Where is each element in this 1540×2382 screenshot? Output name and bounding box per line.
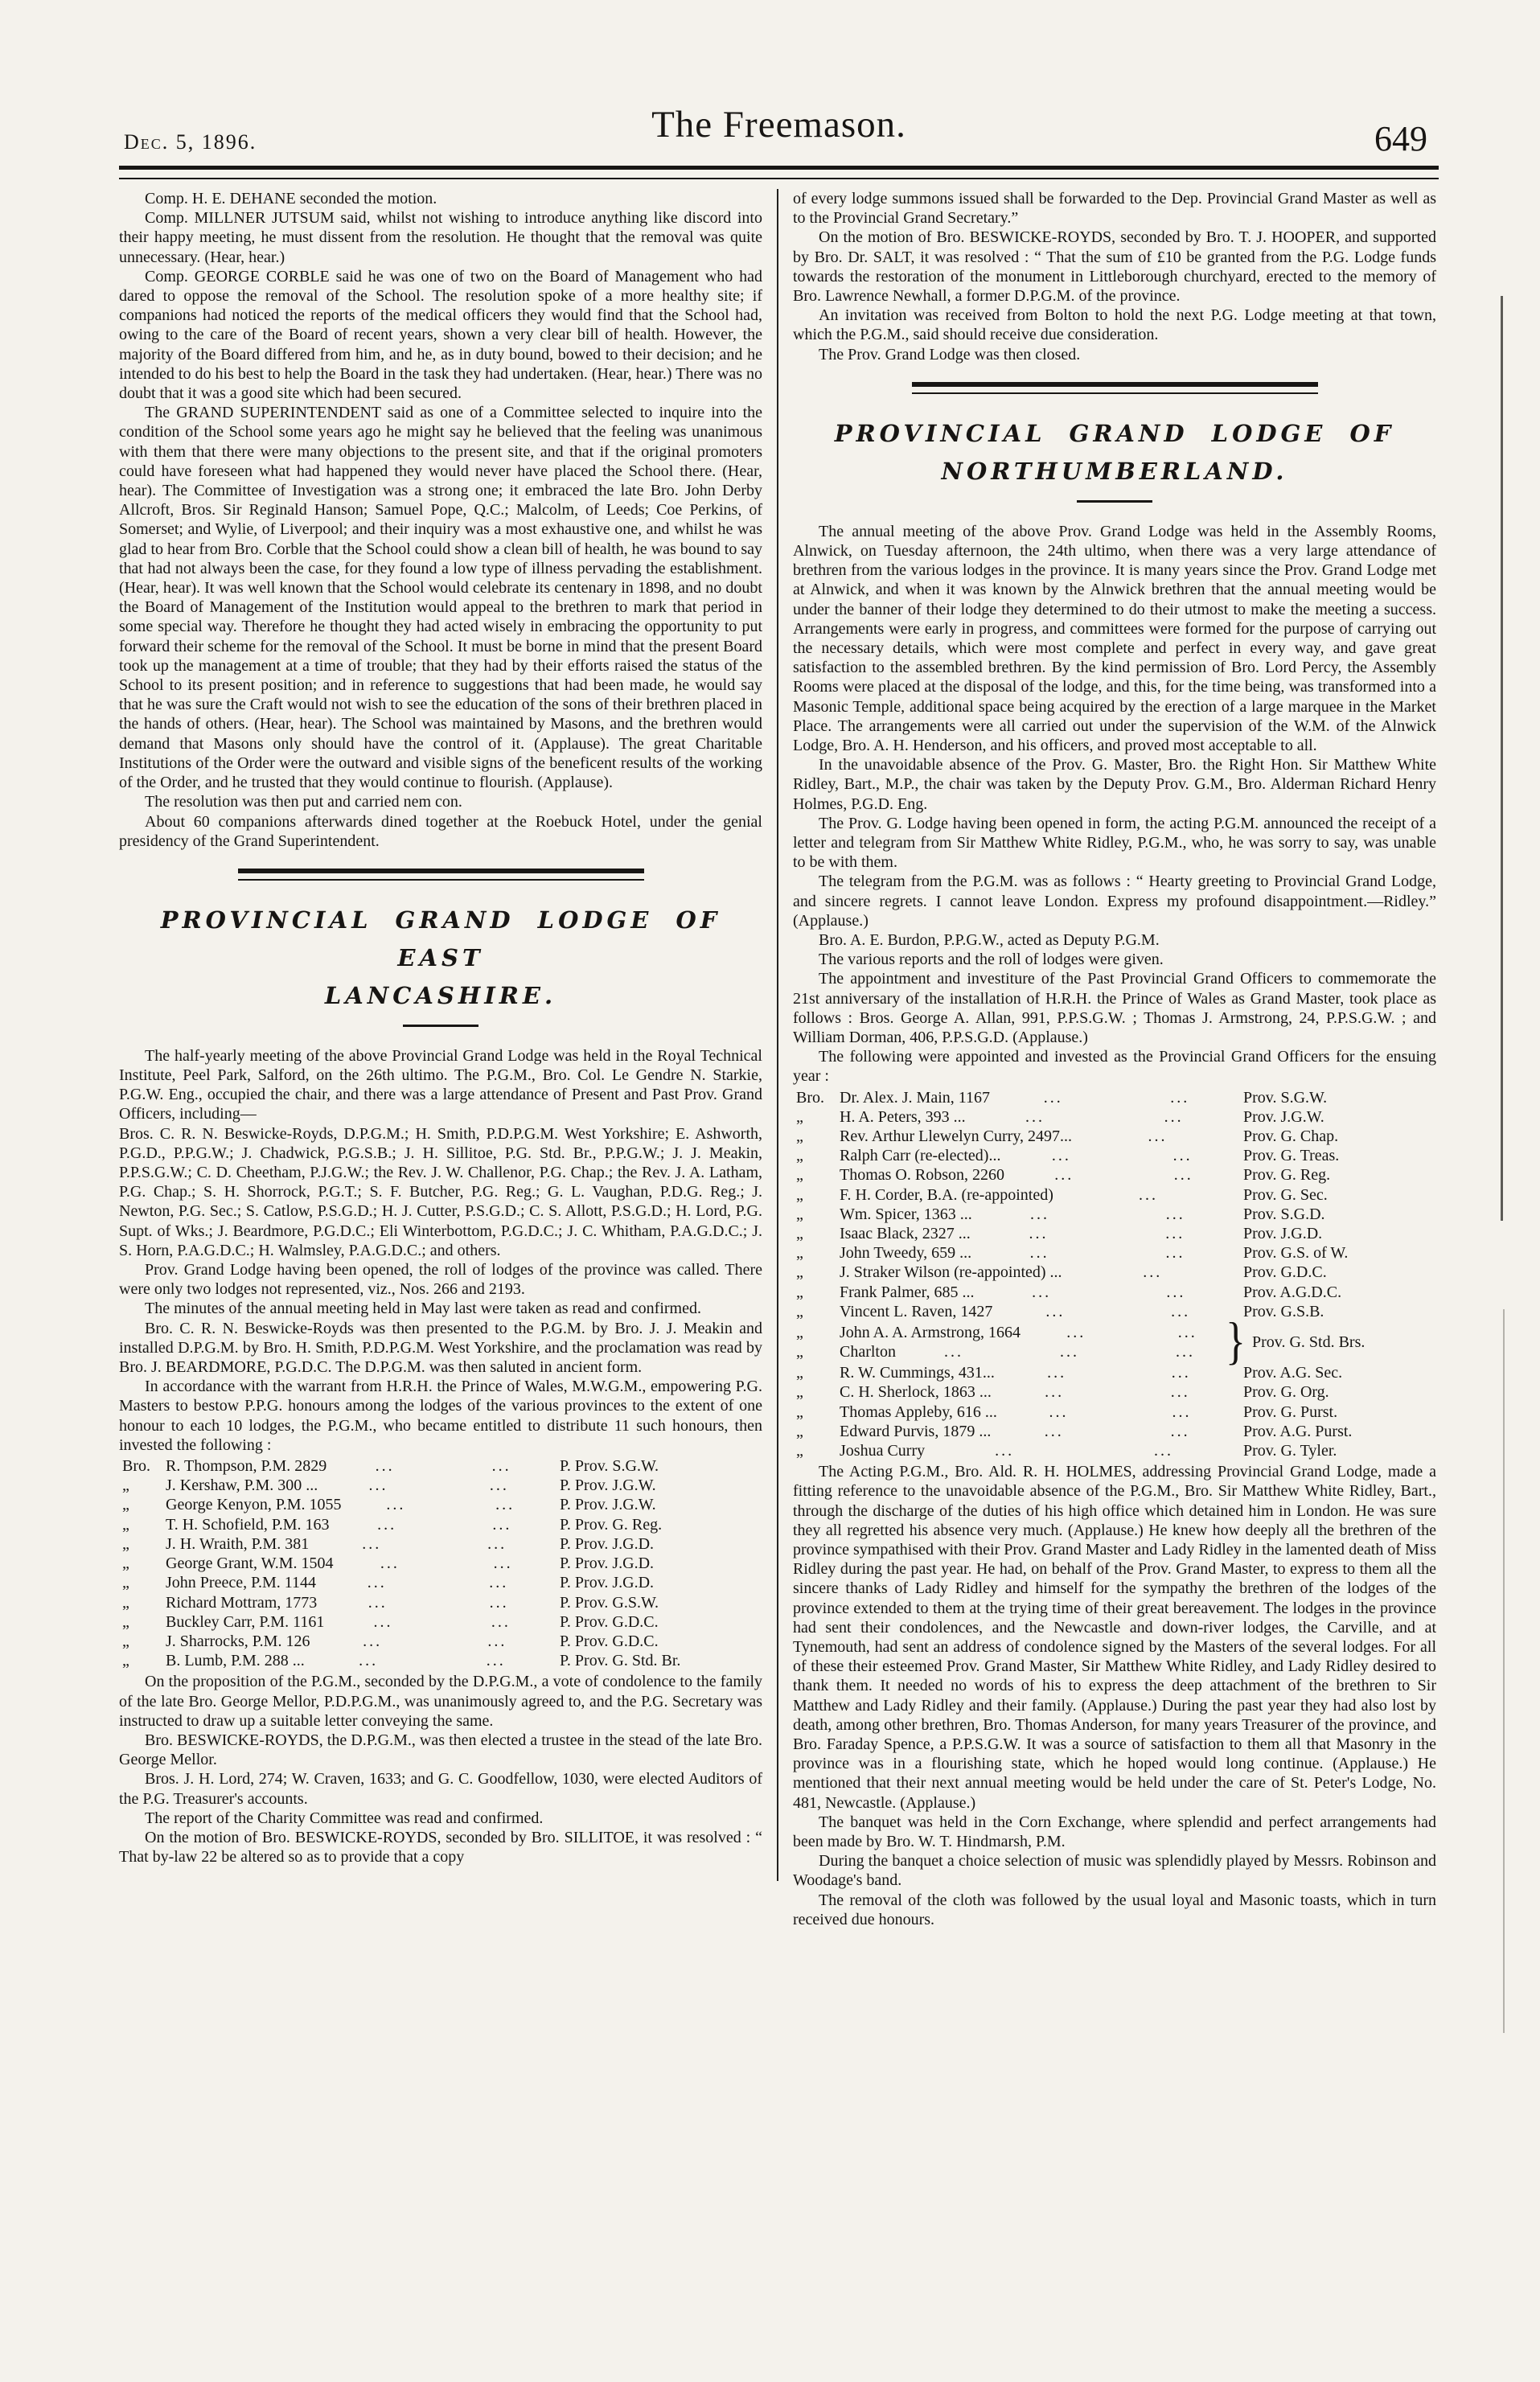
- officer-prefix: „: [796, 1127, 803, 1146]
- article-heading-northumberland: [793, 415, 1436, 491]
- officer-prefix: „: [122, 1652, 129, 1670]
- officer-row: [793, 1342, 1243, 1361]
- dot-leader: ...: [1172, 1403, 1192, 1421]
- officer-row: [119, 1593, 762, 1612]
- officer-office: Prov. A.G.D.C.: [1243, 1283, 1342, 1301]
- paragraph: The removal of the cloth was followed by the usual loyal and Masonic toasts, which in turn received due honours.: [793, 1891, 1436, 1928]
- dot-leader: ...: [359, 1652, 379, 1670]
- officer-name: Charlton: [840, 1343, 896, 1361]
- officer-row: [793, 1363, 1436, 1382]
- dot-leader: ...: [367, 1574, 387, 1592]
- officer-row: [119, 1456, 762, 1476]
- paragraph: The following were appointed and invested as the Provincial Grand Officers for the ensuing year :: [793, 1048, 1436, 1086]
- officer-name: Thomas Appleby, 616 ...: [840, 1403, 997, 1421]
- officer-row: [793, 1283, 1436, 1302]
- dot-leader: ...: [1030, 1205, 1050, 1223]
- paragraph: In the unavoidable absence of the Prov. G. Master, Bro. the Right Hon. Sir Matthew White Ridley, Bart., M.P., the chair was taken by the Deputy Prov. G.M., Bro. Alderman Richard Henry Holmes, P.G.D. Eng.: [793, 756, 1436, 813]
- officer-name: Wm. Spicer, 1363 ...: [840, 1205, 972, 1223]
- officer-row: [793, 1127, 1436, 1146]
- dot-leader: ...: [1029, 1225, 1049, 1243]
- masthead-rule: [119, 166, 1439, 179]
- officer-row: [793, 1243, 1436, 1263]
- officer-row: [793, 1185, 1436, 1205]
- officer-row: [793, 1107, 1436, 1127]
- officer-prefix: „: [796, 1225, 803, 1243]
- officer-row: [119, 1632, 762, 1651]
- officer-name: Joshua Curry: [840, 1441, 926, 1460]
- paragraph: Prov. Grand Lodge having been opened, the roll of lodges of the province was called. There were only two lodges not represented, viz., Nos. 266 and 2193.: [119, 1261, 762, 1299]
- brace-names: [793, 1323, 1243, 1361]
- officer-prefix: „: [796, 1205, 803, 1223]
- officer-office: Prov. A.G. Sec.: [1243, 1364, 1343, 1382]
- article-heading-east-lancashire: [119, 901, 762, 1015]
- dot-leader: ...: [491, 1612, 511, 1631]
- paragraph: Bro. A. E. Burdon, P.P.G.W., acted as Deputy P.G.M.: [819, 931, 1160, 950]
- dot-leader: ...: [1143, 1263, 1163, 1282]
- dot-leader: ...: [1045, 1302, 1066, 1320]
- paragraph: of every lodge summons issued shall be forwarded to the Dep. Provincial Grand Master as well as to the Provincial Grand Secretary.”: [793, 190, 1436, 228]
- paragraph: The telegram from the P.G.M. was as follows : “ Hearty greeting to Provincial Grand Lodge, and sincere regrets. I cannot leave London. Express my profound disappointment.—Ridley.” (Applause.): [793, 873, 1436, 930]
- dot-leader: ...: [1044, 1422, 1064, 1440]
- heading-rule: [403, 1025, 478, 1027]
- officer-row: [793, 1302, 1436, 1321]
- page-number: 649: [1374, 119, 1427, 158]
- dot-leader: ...: [487, 1632, 507, 1650]
- issue-date: Dec. 5, 1896.: [124, 130, 257, 154]
- paragraph: An invitation was received from Bolton to hold the next P.G. Lodge meeting at that town, which the P.G.M., said should receive due consideration.: [793, 306, 1436, 344]
- dot-leader: ...: [1171, 1364, 1191, 1382]
- paragraph: The appointment and investiture of the Past Provincial Grand Officers to commemorate the 21st anniversary of the installation of H.R.H. the Prince of Wales as Grand Master, took place as follows : Bros. George A. Allan, 991, P.P.S.G.W. ; Thomas J. Armstrong, 24, P.P.S.G.W. ; and William Dorman, 406, P.P.S.G.D. (Applause.): [793, 970, 1436, 1047]
- dot-leader: ...: [486, 1652, 506, 1670]
- officer-name: Richard Mottram, 1773: [166, 1593, 318, 1612]
- officer-prefix: „: [796, 1441, 803, 1460]
- officer-name: J. Sharrocks, P.M. 126: [166, 1632, 310, 1650]
- officer-row: [119, 1573, 762, 1592]
- heading-line: PROVINCIAL GRAND LODGE OF: [834, 419, 1395, 447]
- dot-leader: ...: [377, 1515, 397, 1534]
- officer-prefix: „: [796, 1263, 803, 1282]
- paragraph: On the motion of Bro. BESWICKE-ROYDS, seconded by Bro. SILLITOE, it was resolved : “ That by-law 22 be altered so as to provide that a copy: [119, 1828, 762, 1867]
- officer-office: P. Prov. G.D.C.: [560, 1632, 659, 1650]
- dot-leader: ...: [489, 1476, 509, 1495]
- dot-leader: ...: [493, 1554, 513, 1573]
- dot-leader: ...: [362, 1534, 382, 1553]
- officer-office: P. Prov. S.G.W.: [560, 1457, 659, 1476]
- paragraph: The half-yearly meeting of the above Provincial Grand Lodge was held in the Royal Technical Institute, Peel Park, Salford, on the 26th ultimo. The P.G.M., Bro. Col. Le Gendre N. Starkie, P.G.W. Eng., occupied the chair, and there was a large attendance of Present and Past Prov. Grand Officers, including—: [119, 1046, 762, 1123]
- dot-leader: ...: [1173, 1166, 1193, 1185]
- heading-line: PROVINCIAL GRAND LODGE OF EAST: [160, 906, 721, 971]
- dot-leader: ...: [491, 1457, 511, 1476]
- officer-name: John A. A. Armstrong, 1664: [840, 1323, 1021, 1341]
- paragraph: The Prov. G. Lodge having been opened in form, the acting P.G.M. announced the receipt of a letter and telegram from Sir Matthew White Ridley, P.G.M., who, he was sorry to say, was unable to be with them.: [793, 814, 1436, 872]
- officer-office: Prov. G.S. of W.: [1243, 1244, 1349, 1263]
- dot-leader: ...: [1054, 1166, 1074, 1185]
- officer-name: Isaac Black, 2327 ...: [840, 1225, 971, 1243]
- dot-leader: ...: [380, 1554, 400, 1573]
- officer-row: [793, 1263, 1436, 1282]
- masthead: [119, 103, 1439, 159]
- officer-row: [793, 1403, 1436, 1422]
- dot-leader: ...: [1025, 1107, 1045, 1126]
- paragraph: Bro. BESWICKE-ROYDS, the D.P.G.M., was then elected a trustee in the stead of the late Bro. George Mellor.: [119, 1731, 762, 1769]
- officer-brace-group: [793, 1312, 1436, 1371]
- officer-row: [793, 1146, 1436, 1165]
- officer-office: Prov. G. Org.: [1243, 1383, 1329, 1402]
- paragraph: The minutes of the annual meeting held in May last were taken as read and confirmed.: [145, 1300, 701, 1318]
- officer-row: [119, 1515, 762, 1534]
- officer-prefix: „: [796, 1185, 803, 1204]
- officer-prefix: „: [122, 1476, 129, 1495]
- dot-leader: ...: [1172, 1147, 1193, 1165]
- paragraph: Bros. J. H. Lord, 274; W. Craven, 1633; and G. C. Goodfellow, 1030, were elected Auditors of the P.G. Treasurer's accounts.: [119, 1770, 762, 1808]
- section-separator-rule: [912, 382, 1318, 394]
- dot-leader: ...: [995, 1441, 1015, 1460]
- officer-name: John Tweedy, 659 ...: [840, 1244, 972, 1263]
- paragraph: Comp. GEORGE CORBLE said he was one of two on the Board of Management who had dared to oppose the removal of the School. The resolution spoke of a more healthy site; if companions had noticed the reports of the medical officers they would find that the School had, owing to the care of the Board of recent years, shown a very clear bill of health. However, the majority of the Board differed from him, and he, as in duty bound, bowed to their decision; and he intended to do his best to help the Board in the task they had undertaken. (Hear, hear.) There was no doubt that it was a good site which had been secured.: [119, 267, 762, 403]
- scan-edge-artifact: [1503, 1309, 1505, 2033]
- officer-name: Buckley Carr, P.M. 1161: [166, 1612, 325, 1631]
- section-separator-rule: [238, 869, 644, 881]
- dot-leader: ...: [368, 1593, 388, 1612]
- officer-office: P. Prov. J.G.D.: [560, 1574, 655, 1592]
- dot-leader: ...: [1177, 1323, 1197, 1341]
- column-divider-rule: [777, 189, 778, 1881]
- officer-prefix: „: [122, 1515, 129, 1534]
- dot-leader: ...: [1049, 1403, 1069, 1421]
- officer-office: P. Prov. J.G.D.: [560, 1554, 655, 1573]
- dot-leader: ...: [495, 1496, 515, 1514]
- officer-row: [119, 1495, 762, 1514]
- paragraph: In accordance with the warrant from H.R.H. the Prince of Wales, M.W.G.M., empowering P.G. Masters to bestow P.P.G. honours among the lodges of the various provinces to the extent of one honour to each 10 lodges, the P.G.M., who became entitled to distribute 11 such honours, then invested the following :: [119, 1378, 762, 1454]
- officer-name: Rev. Arthur Llewelyn Curry, 2497...: [840, 1127, 1073, 1146]
- officer-row: [119, 1612, 762, 1632]
- officer-office: Prov. G. Std. Brs.: [1251, 1333, 1365, 1351]
- officer-prefix: „: [796, 1383, 803, 1402]
- officer-name: J. Straker Wilson (re-appointed) ...: [840, 1263, 1062, 1282]
- dot-leader: ...: [1164, 1107, 1184, 1126]
- officer-prefix: „: [122, 1612, 129, 1631]
- dot-leader: ...: [1032, 1283, 1052, 1301]
- paragraph: The banquet was held in the Corn Exchange, where splendid and perfect arrangements had been made by Bro. W. T. Hindmarsh, P.M.: [793, 1813, 1436, 1850]
- officer-row: [793, 1088, 1436, 1107]
- officer-prefix: „: [122, 1593, 129, 1612]
- dot-leader: ...: [1138, 1185, 1158, 1204]
- officer-name: R. Thompson, P.M. 2829: [166, 1457, 327, 1476]
- officer-office: Prov. G. Tyler.: [1243, 1441, 1337, 1460]
- officer-prefix: „: [122, 1554, 129, 1573]
- officer-name: F. H. Corder, B.A. (re-appointed): [840, 1185, 1053, 1204]
- column-layout: [119, 189, 1439, 1929]
- officer-name: John Preece, P.M. 1144: [166, 1574, 317, 1592]
- officer-office: Prov. A.G. Purst.: [1243, 1422, 1353, 1440]
- officer-row: [793, 1422, 1436, 1441]
- officer-name: Thomas O. Robson, 2260: [840, 1166, 1004, 1185]
- paragraph: Comp. MILLNER JUTSUM said, whilst not wishing to introduce anything like discord into their happy meeting, he must dissent from the resolution. He thought that the removal was quite unnecessary. (Hear, hear.): [119, 209, 762, 266]
- officer-office: Prov. G. Reg.: [1243, 1166, 1331, 1185]
- dot-leader: ...: [1165, 1205, 1185, 1223]
- officer-prefix: „: [122, 1574, 129, 1592]
- dot-leader: ...: [1047, 1364, 1067, 1382]
- officer-office: Prov. G. Purst.: [1243, 1403, 1338, 1421]
- dot-leader: ...: [1170, 1088, 1190, 1107]
- officer-row: [793, 1165, 1436, 1185]
- dot-leader: ...: [368, 1476, 388, 1495]
- officer-name: Frank Palmer, 685 ...: [840, 1283, 975, 1301]
- officer-office: Prov. S.G.W.: [1243, 1088, 1328, 1107]
- officer-name: C. H. Sherlock, 1863 ...: [840, 1383, 992, 1402]
- officer-prefix: „: [796, 1364, 803, 1382]
- officer-prefix: „: [796, 1147, 803, 1165]
- officer-name: Dr. Alex. J. Main, 1167: [840, 1088, 991, 1107]
- officer-office: Prov. J.G.D.: [1243, 1225, 1323, 1243]
- officer-row: [793, 1323, 1243, 1342]
- officer-office: P. Prov. J.G.W.: [560, 1496, 656, 1514]
- dot-leader: ...: [1045, 1383, 1065, 1402]
- officer-list-northumberland: [793, 1088, 1436, 1460]
- paragraph: During the banquet a choice selection of music was splendidly played by Messrs. Robinson and Woodage's band.: [793, 1852, 1436, 1890]
- brace-glyph: }: [1226, 1312, 1246, 1371]
- officer-name: Vincent L. Raven, 1427: [840, 1302, 993, 1320]
- officer-office: Prov. G. Chap.: [1243, 1127, 1339, 1146]
- dot-leader: ...: [1176, 1343, 1195, 1361]
- officer-list-east-lancashire: [119, 1456, 762, 1670]
- officer-row: [793, 1205, 1436, 1224]
- paragraph: About 60 companions afterwards dined together at the Roebuck Hotel, under the genial presidency of the Grand Superintendent.: [119, 812, 762, 850]
- officer-office: P. Prov. G.D.C.: [560, 1612, 659, 1631]
- paragraph: The annual meeting of the above Prov. Grand Lodge was held in the Assembly Rooms, Alnwick, on Tuesday afternoon, the 24th ultimo, when there was a very large attendance of brethren from the various lodges in the province. It is many years since the Prov. Grand Lodge met at Alnwick, and when it was known by the Alnwick brethren that the annual meeting would be under the banner of their lodge they determined to do their utmost to make the meeting a success. Arrangements were early in progress, and committees were formed for the purpose of carrying out the necessary details, which were most complete and perfect in every way, and gave great satisfaction to the assembled brethren. By the kind permission of Bro. Lord Percy, the Assembly Rooms were placed at the disposal of the lodge, and this, for the time being, was transformed into a Masonic Temple, additional space being acquired by the erection of a large marquee in the Market Place. The arrangements were all carried out under the supervision of the W.M. of the Alnwick Lodge, Bro. A. H. Henderson, and his officers, and proved most acceptable to all.: [793, 522, 1436, 754]
- paragraph: The Acting P.G.M., Bro. Ald. R. H. HOLMES, addressing Provincial Grand Lodge, made a fitting reference to the unavoidable absence of the P.G.M., Bro. Sir Matthew White Ridley, Bart., through the discharge of the duties of his high office which detained him in London. He was sure they all regretted his absence very much. (Applause.) He knew how deeply all the brethren of the province sympathised with their Prov. Grand Master and Lady Ridley in the lamented death of Miss Ridley during the past year. He had, on behalf of the Prov. Grand Master, to express to them all the sincere thanks of Lady Ridley and himself for the sympathy the brethren of the lodges of the province extended to them at the trying time of their great bereavement. The lodges in the province had sent their condolences, and the Newcastle and down-river lodges, the Carville, and at Tynemouth, had sent an address of condolence signed by the Masters of the several lodges. For all of these their esteemed Prov. Grand Master, Sir Matthew White Ridley, and Lady Ridley desired to thank them. It needed no words of his to express the deep attachment of the brethren to Sir Matthew and Lady Ridley and their family. (Applause.) During the past year they had also lost by death, among other brethren, Bro. Thomas Anderson, for many years Treasurer of the province, and Bro. Faraday Spence, a P.P.S.G.W. It was a source of satisfaction to them all that Masonry in the province was in a flourishing state, which he hoped would long continue. (Applause.) He mentioned that their next annual meeting would be held under the care of St. Peter's Lodge, No. 481, Newcastle. (Applause.): [793, 1463, 1436, 1812]
- dot-leader: ...: [1066, 1323, 1086, 1341]
- heading-rule: [1077, 500, 1152, 503]
- brace-office: [1226, 1312, 1436, 1371]
- dot-leader: ...: [1043, 1088, 1063, 1107]
- officer-office: Prov. S.G.D.: [1243, 1205, 1325, 1223]
- dot-leader: ...: [1170, 1422, 1190, 1440]
- officer-row: [119, 1651, 762, 1670]
- officer-name: J. H. Wraith, P.M. 381: [166, 1534, 310, 1553]
- paragraph: The various reports and the roll of lodges were given.: [819, 951, 1164, 969]
- paragraph: The Prov. Grand Lodge was then closed.: [819, 345, 1081, 363]
- officer-row: [119, 1554, 762, 1573]
- officer-prefix: „: [796, 1323, 803, 1341]
- officer-office: P. Prov. G. Reg.: [560, 1515, 663, 1534]
- paper-title: The Freemason.: [651, 104, 906, 146]
- paragraph: On the motion of Bro. BESWICKE-ROYDS, seconded by Bro. T. J. HOOPER, and supported by Bro. Dr. SALT, it was resolved : “ That the sum of £10 be granted from the P.G. Lodge funds towards the restoration of the monument in Littleborough churchyard, erected to the memory of Bro. Lawrence Newhall, a former D.P.G.M. of the province.: [793, 228, 1436, 306]
- officer-prefix: „: [796, 1302, 803, 1320]
- officer-name: B. Lumb, P.M. 288 ...: [166, 1652, 305, 1670]
- dot-leader: ...: [492, 1515, 512, 1534]
- paragraph: On the proposition of the P.G.M., seconded by the D.P.G.M., a vote of condolence to the family of the late Bro. George Mellor, P.D.P.G.M., was unanimously agreed to, and the P.G. Secretary was instructed to draw up a suitable letter conveying the same.: [119, 1673, 762, 1730]
- paragraph: Comp. H. E. DEHANE seconded the motion.: [145, 190, 437, 207]
- dot-leader: ...: [1165, 1225, 1185, 1243]
- officer-office: Prov. G.D.C.: [1243, 1263, 1327, 1282]
- paragraph: Bro. C. R. N. Beswicke-Royds was then presented to the P.G.M. by Bro. J. J. Meakin and installed D.P.G.M. by Bro. H. Smith, P.D.P.G.M. West Yorkshire, and the proclamation was read by Bro. J. BEARDMORE, P.G.D.C. The D.P.G.M. was then saluted in ancient form.: [119, 1319, 762, 1377]
- scan-edge-artifact: [1501, 296, 1503, 1221]
- dot-leader: ...: [1148, 1127, 1168, 1146]
- officer-office: P. Prov. J.G.W.: [560, 1476, 656, 1495]
- newspaper-page: [0, 103, 1540, 2382]
- officer-prefix: „: [122, 1496, 129, 1514]
- officer-row: [793, 1224, 1436, 1243]
- officer-prefix: „: [796, 1166, 803, 1185]
- officer-name: George Kenyon, P.M. 1055: [166, 1496, 342, 1514]
- officer-prefix: „: [122, 1534, 129, 1553]
- officer-name: T. H. Schofield, P.M. 163: [166, 1515, 330, 1534]
- heading-line: LANCASHIRE.: [324, 981, 557, 1009]
- paragraph: The resolution was then put and carried nem con.: [145, 793, 462, 811]
- officer-name: George Grant, W.M. 1504: [166, 1554, 334, 1573]
- officer-office: P. Prov. G.S.W.: [560, 1593, 659, 1612]
- officer-office: Prov. G. Treas.: [1243, 1147, 1340, 1165]
- dot-leader: ...: [487, 1534, 507, 1553]
- paragraph: The GRAND SUPERINTENDENT said as one of a Committee selected to inquire into the condition of the School some years ago he might say he believed that the feeling was unanimous with them that there were many objections to the present site, and that if the original promoters could have foreseen what had happened they would never have placed the School there. (Hear, hear). The Committee of Investigation was a strong one; it embraced the late Bro. John Derby Allcroft, Bros. Sir Reginald Hanson; Samuel Pope, Q.C.; Malcolm, of Leeds; Coe Perkins, of Somerset; and Wylie, of Liverpool; and their inquiry was a most exhaustive one, and whilst he was glad to hear from Bro. Corble that the School could show a clean bill of health, he was bound to say that had not always been the case, for they found a low type of illness pervading the establishment. (Hear, hear). It was well known that the School would celebrate its centenary in 1898, and no doubt the Board of Management of the Institution would appeal to the brethren to mark that period in some special way. Therefore he thought they had acted wisely in embracing the opportunity to put forward their scheme for the removal of the School. It must be borne in mind that the present Board took up the management at a time of trouble; that they had by their efforts raised the status of the School to its present position; and in reference to suggestions that had been made, he would say that he was sure the Craft would not wish to see the education of the sons of their brethren placed in the hands of others. (Hear, hear). The School was maintained by Masons, and the brethren would demand that Masons only should have the control of it. (Applause). The great Charitable Institutions of the Order were the outward and visible signs of the beneficent results of the working of the Order, and he trusted that they would continue to flourish. (Applause).: [119, 404, 762, 792]
- officer-name: R. W. Cummings, 431...: [840, 1364, 995, 1382]
- dot-leader: ...: [1171, 1302, 1191, 1320]
- officer-prefix: „: [796, 1343, 803, 1361]
- paragraph: The report of the Charity Committee was read and confirmed.: [145, 1809, 544, 1827]
- officer-prefix: „: [796, 1422, 803, 1440]
- officer-name: Ralph Carr (re-elected)...: [840, 1147, 1001, 1165]
- officer-row: [119, 1534, 762, 1554]
- column-right: [793, 189, 1436, 1929]
- dot-leader: ...: [1029, 1244, 1049, 1263]
- officer-name: J. Kershaw, P.M. 300 ...: [166, 1476, 318, 1495]
- dot-leader: ...: [1165, 1244, 1185, 1263]
- dot-leader: ...: [1170, 1383, 1190, 1402]
- dot-leader: ...: [373, 1612, 393, 1631]
- dot-leader: ...: [386, 1496, 406, 1514]
- officer-row: [793, 1441, 1436, 1460]
- officer-name: Edward Purvis, 1879 ...: [840, 1422, 992, 1440]
- officer-prefix: „: [796, 1283, 803, 1301]
- officer-row: [793, 1382, 1436, 1402]
- dot-leader: ...: [363, 1632, 383, 1650]
- dot-leader: ...: [1166, 1283, 1186, 1301]
- officer-prefix: „: [796, 1403, 803, 1421]
- officer-name: H. A. Peters, 393 ...: [840, 1107, 966, 1126]
- dot-leader: ...: [1051, 1147, 1071, 1165]
- heading-line: NORTHUMBERLAND.: [941, 457, 1288, 485]
- officer-office: Prov. J.G.W.: [1243, 1107, 1324, 1126]
- officer-prefix: Bro.: [796, 1088, 824, 1107]
- officer-office: Prov. G. Sec.: [1243, 1185, 1328, 1204]
- officer-prefix: „: [796, 1107, 803, 1126]
- officer-prefix: „: [796, 1244, 803, 1263]
- officer-office: P. Prov. G. Std. Br.: [560, 1652, 681, 1670]
- dot-leader: ...: [489, 1593, 509, 1612]
- officer-prefix: Bro.: [122, 1457, 150, 1476]
- dot-leader: ...: [1154, 1441, 1174, 1460]
- officer-row: [119, 1476, 762, 1495]
- dot-leader: ...: [944, 1343, 963, 1361]
- column-left: [119, 189, 762, 1929]
- dot-leader: ...: [1060, 1343, 1079, 1361]
- officer-prefix: „: [122, 1632, 129, 1650]
- paragraph: Bros. C. R. N. Beswicke-Royds, D.P.G.M.; H. Smith, P.D.P.G.M. West Yorkshire; E. Ashworth, P.G.D., P.P.G.W.; J. Chadwick, P.G.S.B.; J. H. Sillitoe, P.G. Std. Br., P.P.G.W.; J. J. Meakin, P.P.S.G.W.; C. D. Cheetham, P.J.G.W.; the Rev. J. W. Challenor, P.G. Chap.; the Rev. J. A. Latham, P.G. Chap.; S. H. Shorrock, P.G.T.; S. F. Butcher, P.G. Reg.; G. L. Vaughan, P.D.G. Reg.; J. Newton, P.G. Sec.; S. Catlow, P.S.G.D.; H. J. Cutter, P.S.G.D.; C. S. Allott, P.S.G.D.; H. Lord, P.G. Supt. of Wks.; J. Beardmore, P.G.D.C.; Eli Winterbottom, P.G.D.C.; J. C. Whitham, P.A.G.D.C.; J. S. Horn, P.A.G.D.C.; H. Walmsley, P.A.G.D.C.; and others.: [119, 1124, 762, 1259]
- dot-leader: ...: [489, 1574, 509, 1592]
- officer-office: P. Prov. J.G.D.: [560, 1534, 655, 1553]
- officer-office: Prov. G.S.B.: [1243, 1302, 1324, 1320]
- dot-leader: ...: [375, 1457, 395, 1476]
